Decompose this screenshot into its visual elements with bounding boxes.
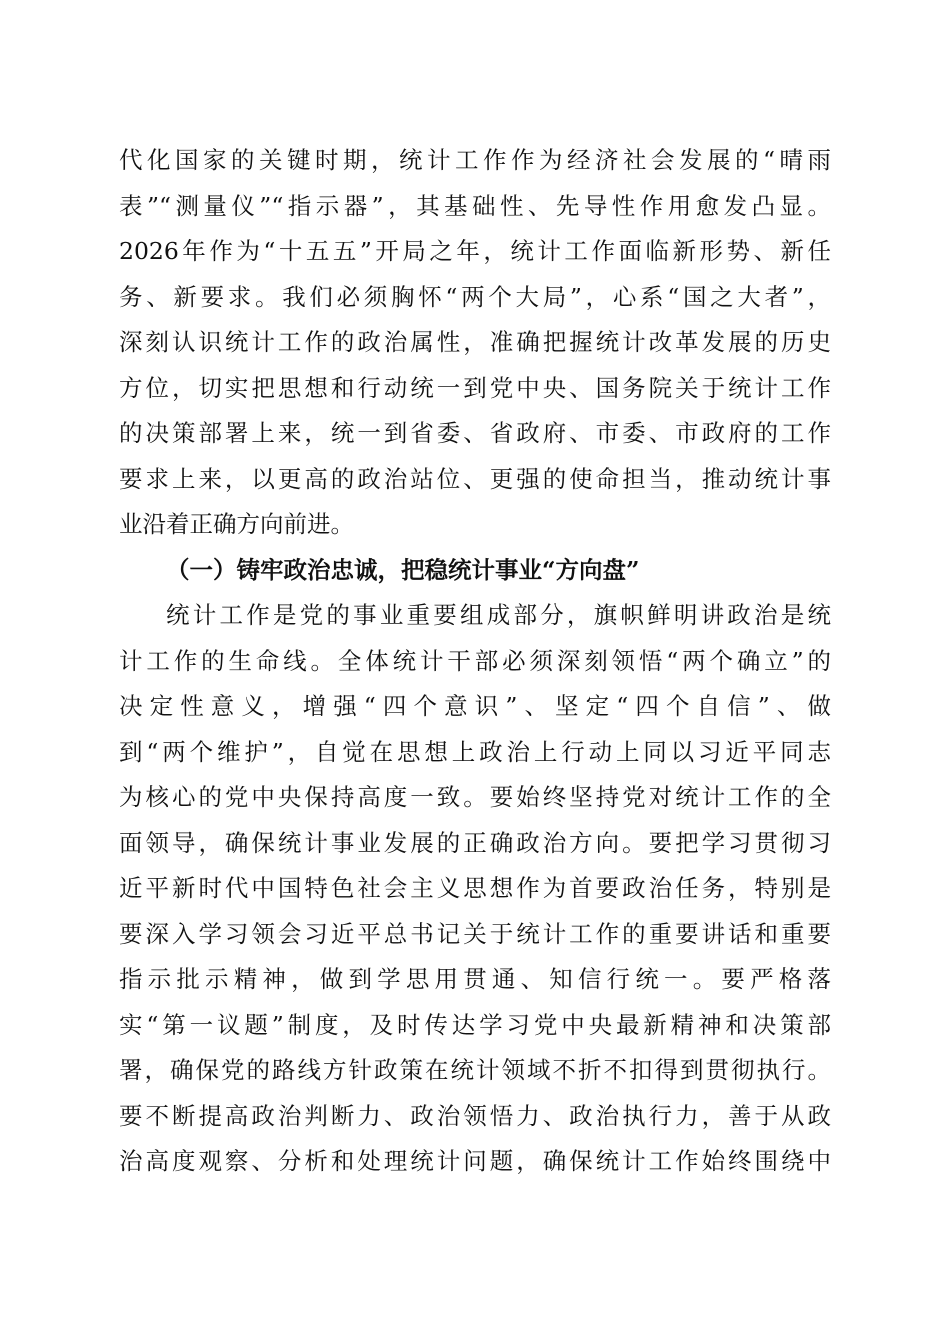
text-line: 指示批示精神，做到学思用贯通、知信行统一。要严格落 — [119, 965, 831, 993]
text-line: 实“第一议题”制度，及时传达学习党中央最新精神和决策部 — [119, 1010, 831, 1039]
text-line: 深刻认识统计工作的政治属性，准确把握统计改革发展的历史 — [119, 328, 831, 356]
text-line: 方位，切实把思想和行动统一到党中央、国务院关于统计工作 — [119, 373, 831, 402]
text-line: 务、新要求。我们必须胸怀“两个大局”，心系“国之大者”， — [119, 282, 831, 311]
text-line: 代化国家的关键时期，统计工作作为经济社会发展的“晴雨 — [119, 146, 831, 174]
text-line: 2026年作为“十五五”开局之年，统计工作面临新形势、新任 — [119, 237, 831, 265]
text-line: 要求上来，以更高的政治站位、更强的使命担当，推动统计事 — [119, 464, 831, 493]
text-line: 业沿着正确方向前进。 — [119, 510, 354, 538]
text-line: 决定性意义，增强“四个意识”、坚定“四个自信”、做 — [119, 692, 831, 720]
text-line: 治高度观察、分析和处理统计问题，确保统计工作始终围绕中 — [119, 1147, 831, 1175]
paragraph-2 — [119, 593, 831, 1185]
text-line: 统计工作是党的事业重要组成部分，旗帜鲜明讲政治是统 — [166, 601, 831, 629]
text-line: 计工作的生命线。全体统计干部必须深刻领悟“两个确立”的 — [119, 646, 831, 675]
text-line: 到“两个维护”，自觉在思想上政治上行动上同以习近平同志 — [119, 737, 831, 766]
text-line: 为核心的党中央保持高度一致。要始终坚持党对统计工作的全 — [119, 783, 831, 811]
paragraph-1 — [119, 138, 831, 548]
text-line: 要不断提高政治判断力、政治领悟力、政治执行力，善于从政 — [119, 1101, 831, 1130]
text-line: 的决策部署上来，统一到省委、省政府、市委、市政府的工作 — [119, 419, 831, 447]
text-line: 要深入学习领会习近平总书记关于统计工作的重要讲话和重要 — [119, 919, 831, 948]
text-line: 署，确保党的路线方针政策在统计领域不折不扣得到贯彻执行。 — [119, 1056, 831, 1084]
section-heading: （一）铸牢政治忠诚，把稳统计事业“方向盘” — [166, 555, 640, 584]
text-line: 表”“测量仪”“指示器”，其基础性、先导性作用愈发凸显。 — [119, 191, 831, 220]
text-line: 面领导，确保统计事业发展的正确政治方向。要把学习贯彻习 — [119, 828, 831, 857]
document-body — [119, 138, 831, 1185]
text-line: 近平新时代中国特色社会主义思想作为首要政治任务，特别是 — [119, 874, 831, 902]
